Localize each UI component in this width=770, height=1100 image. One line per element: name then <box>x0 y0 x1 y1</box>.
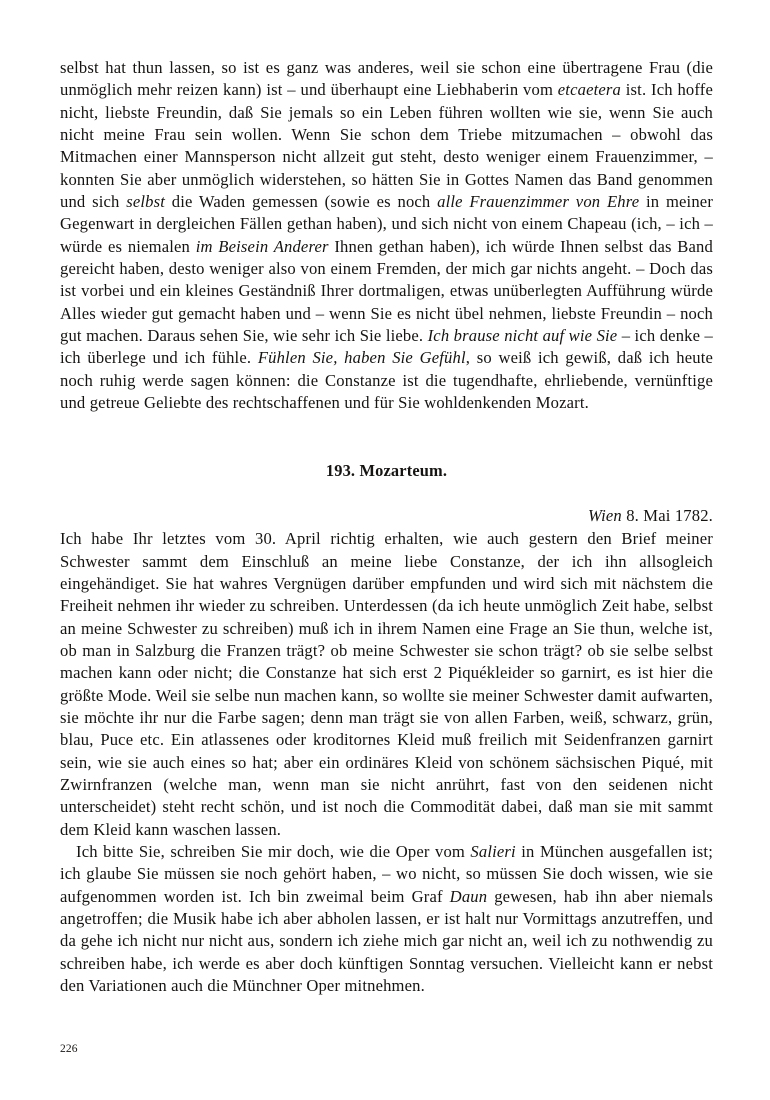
emphasis-run: alle Frauenzimmer von Ehre <box>437 192 640 212</box>
letter-paragraph-2 <box>60 841 713 997</box>
emphasis-run: Daun <box>449 886 488 906</box>
text-run: Ich bitte Sie, schreiben Sie mir doch, wie die Oper vom <box>76 842 471 861</box>
text-run: in München ausgefallen ist; ich glaube Sie müssen sie noch gehört haben, – wo nicht, so müssen Sie doch wissen, wie sie aufgenommen worden ist. Ich bin zweimal beim Graf <box>60 842 713 906</box>
emphasis-run: im Beisein Anderer <box>195 236 329 256</box>
page-text-block <box>60 57 713 997</box>
text-run: in meiner Gegenwart in dergleichen Fällen gethan haben), und sich nicht von einem Chapeau (ich, – ich – würde es niemalen <box>60 192 714 256</box>
text-run: , so weiß ich gewiß, daß ich heute noch ruhig werde sagen können: die Constanze ist die tugendhafte, ehrliebende, vernünftige und getreue Geliebte des rechtschaffenen und für Sie wohldenkenden Mozart. <box>60 348 714 413</box>
section-heading: 193. Mozarteum. <box>325 460 448 480</box>
letter-paragraph-1 <box>60 528 713 841</box>
emphasis-run: Salieri <box>470 842 516 861</box>
text-run: selbst hat thun lassen, so ist es ganz was anderes, weil sie schon eine übertragene Frau (die unmöglich mehr reizen kann) ist – und überhaupt eine Liebhaberin vom <box>60 58 713 100</box>
heading-spacer-above <box>60 415 713 460</box>
dateline-date: 8. Mai 1782. <box>621 505 713 525</box>
dateline-place: Wien <box>588 505 622 525</box>
text-run: die Waden gemessen (sowie es noch <box>165 192 438 212</box>
emphasis-run: Ich brause nicht auf wie Sie <box>427 326 618 346</box>
emphasis-run: Fühlen Sie, haben Sie Gefühl <box>257 348 466 368</box>
page-number: 226 <box>60 1043 78 1055</box>
paragraph-continued <box>60 57 713 415</box>
text-run: gewesen, hab ihn aber niemals angetroffen; die Musik habe ich aber abholen lassen, er ist halt nur Vormittags anzutreffen, und da gehe ich nicht nur nicht aus, sondern ich ziehe mich gar nicht an, weil ich zu nothwendig zu schreiben habe, ich werde es aber doch künftigen Sonntag versuchen. Vielleicht kann er nebst den Variationen auch die Münchner Oper mitnehmen. <box>60 886 713 996</box>
dateline <box>60 505 713 527</box>
emphasis-run: selbst <box>126 192 166 212</box>
text-run: Ihnen gethan haben), ich würde Ihnen selbst das Band gereicht haben, desto weniger also von einem Fremden, der mich gar nichts angeht. – Doch das ist vorbei und ein kleines Geständniß Ihrer dortmaligen, etwas unüberlegten Aufführung würde Alles wieder gut gemacht haben und – wenn Sie es nicht übel nehmen, liebste Freundin – noch gut machen. Daraus sehen Sie, wie sehr ich Sie liebe. <box>60 236 713 346</box>
emphasis-run: etcaetera <box>557 80 622 100</box>
heading-spacer-below <box>60 482 713 505</box>
text-run: – ich denke – ich überlege und ich fühle. <box>60 326 713 368</box>
text-run: ist. Ich hoffe nicht, liebste Freundin, daß Sie jemals so ein Leben führen wollten wie sie, wenn Sie auch nicht meine Frau sein wollen. Wenn Sie schon dem Triebe mitzumachen – obwohl das Mitmachen einer Mannsperson nicht allzeit gut steht, desto weniger einem Frauenzimmer, – konnten Sie aber unmöglich widerstehen, so hätten Sie in Gottes Namen das Band genommen und sich <box>60 80 713 212</box>
text-run: Ich habe Ihr letztes vom 30. April richtig erhalten, wie auch gestern den Brief meiner Schwester sammt dem Einschluß an meine liebe Constanze, der ich ihn allsogleich eingehändiget. Sie hat wahres Vergnügen darüber empfunden und wird sich mit nächstem die Freiheit nehmen ihr wieder zu schreiben. Unterdessen (da ich heute unmöglich Zeit habe, selbst an meine Schwester zu schreiben) muß ich in ihrem Namen eine Frage an Sie thun, welche ist, ob man in Salzburg die Franzen trägt? ob meine Schwester sie schon trägt? ob sie selbe selbst machen kann oder nicht; die Constanze hat sich erst 2 Piquékleider so garnirt, es ist hier die größte Mode. Weil sie selbe nun machen kann, so wollte sie meiner Schwester damit aufwarten, sie möchte ihr nur die Farbe sagen; denn man trägt sie von allen Farben, weiß, schwarz, grün, blau, Puce etc. Ein atlassenes oder kroditornes Kleid muß freilich mit Seidenfranzen garnirt sein, wie sie auch eines so hat; aber ein ordinäres Kleid von schönem sächsischen Piqué, mit Zwirnfranzen (welche man, wenn man sie nicht anrührt, fast von den seidenen nicht unterscheidet) steht recht schön, und ist noch die Commodität dabei, daß man sie mit sammt dem Kleid kann waschen lassen. <box>60 529 713 839</box>
